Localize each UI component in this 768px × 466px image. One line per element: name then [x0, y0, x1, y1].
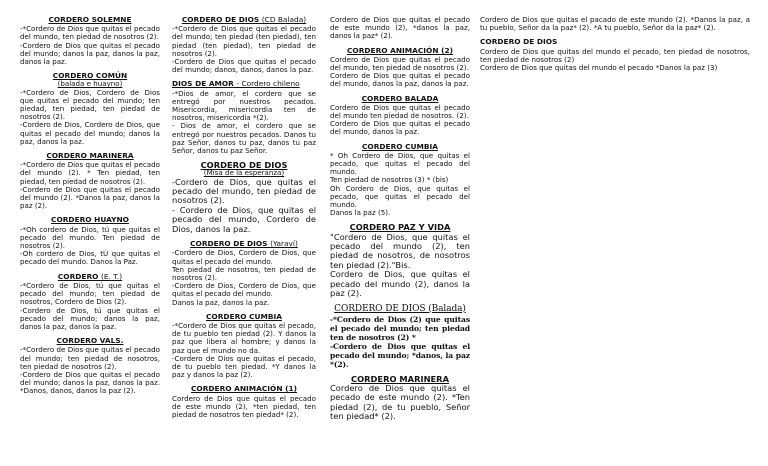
song-title-text: CORDERO HUAYNO	[51, 215, 129, 225]
song-title-text: CORDERO ANIMACIÓN (1)	[191, 384, 297, 394]
song-title	[20, 16, 160, 24]
lyric-paragraph: * Oh Cordero de Dios, que quitas el pecado, que quitas el pecado del mundo.	[330, 150, 470, 177]
song-title-text: CORDERO COMÚN	[52, 71, 128, 81]
song-section	[172, 385, 316, 419]
song-section	[20, 152, 160, 210]
song-title-text: CORDERO DE DIOS	[480, 37, 558, 47]
lyric-paragraph: -*Cordero de Dios que quitas el pecado del mundo, ten piedad de nosotros (2).	[20, 24, 160, 42]
song-section	[172, 313, 316, 380]
lyric-paragraph: -Cordero de Dios, Cordero de Dios, que quitas el pecado del mundo; danos la paz, danos la paz.	[20, 120, 160, 146]
lyric-paragraph: -Cordero de Dios que quitas el pecado del mundo; danos, danos, danos la paz.	[172, 57, 316, 75]
lyric-paragraph: Oh Cordero de Dios, que quitas el pecado, que quitas el pecado del mundo.	[330, 183, 470, 210]
song-title-text: CORDERO CUMBIA	[361, 141, 438, 151]
song-section	[20, 337, 160, 395]
song-title-note: (Yaraví)	[270, 239, 298, 249]
lyric-paragraph: Cordero de Dios, que quitas el pecado del mundo (2), danos la paz (2).	[330, 269, 470, 299]
lyric-paragraph: -Oh cordero de Dios, tÚ que quitas el pecado del mundo. Danos la Paz.	[20, 249, 160, 267]
song-title-text: CORDERO SOLEMNE	[48, 15, 132, 24]
column-1	[20, 16, 160, 402]
lyric-paragraph: Cordero de Dios que quitas el pacado de este mundo (2). *Danos la paz, a tu pueblo, Señor da la paz* (2). *A tu pueblo, Señor da la paz* (2).	[480, 15, 750, 33]
song-section	[480, 38, 750, 72]
lyric-paragraph: -Cordero de Dios, Cordero de Dios, que quitas el pecado del mundo.	[172, 248, 316, 266]
lyric-paragraph: -Cordero de Dios, tú que quitas el pecado del mundo; danos la paz, danos la paz, danos la paz.	[20, 305, 160, 331]
song-title	[330, 305, 470, 314]
song-section	[20, 16, 160, 66]
song-title	[20, 152, 160, 160]
song-title-text: CORDERO VALS.	[56, 336, 124, 346]
lyric-paragraph: - Cordero de Dios, que quitas el pecado del mundo, Cordero de Dios, danos la paz.	[172, 204, 316, 234]
song-title-note: (E. T.)	[101, 271, 123, 281]
lyric-paragraph: -*Cordero de Dios (2) que quitas el pecado del mundo; ten piedad ten de nosotros (2) *	[330, 314, 470, 342]
lyric-paragraph: -Cordero de Dios que quitas el pecado del mundo; *danos, la paz *(2).	[330, 341, 470, 369]
song-title-note: (CD Balada)	[261, 15, 307, 24]
lyric-paragraph: -*Cordero de Dios que quitas el pecado del mundo (2). * Ten piedad, ten piedad, ten piedad de nosotros (2).	[20, 160, 160, 186]
song-title	[172, 313, 316, 321]
song-section	[330, 305, 470, 369]
lyric-paragraph: "Cordero de Dios, que quitas el pecado del mundo (2), ten piedad de nosotros, de nosotros ten piedad (2)."Bis.	[330, 231, 470, 270]
song-title-text: CORDERO CUMBIA	[205, 311, 282, 321]
song-section	[172, 80, 316, 155]
song-section	[330, 375, 470, 422]
lyric-paragraph: Cordero de Dios que quitas del mundo el pecado, ten piedad de nosotros, ten piedad de nosotros (2)	[480, 46, 750, 64]
song-title	[20, 337, 160, 345]
song-title	[172, 16, 316, 24]
song-section	[172, 240, 316, 307]
column-2	[172, 16, 316, 425]
song-title-text: CORDERO DE DIOS	[200, 160, 288, 171]
song-title-text: DIOS DE AMOR	[172, 79, 234, 89]
song-title	[330, 143, 470, 151]
lyric-paragraph: -Cordero de Dios que quitas el pecado del mundo; danos la paz, danos la paz, danos la paz.	[20, 40, 160, 67]
lyric-paragraph: -*Oh cordero de Dios, tú que quitas el pecado del mundo. Ten piedad de nosotros (2).	[20, 224, 160, 251]
lyric-paragraph: -*Cordero de Dios que quitas el pecado del mundo; ten piedad de nosotros, ten piedad de nosotros (2).	[20, 345, 160, 371]
song-title	[172, 385, 316, 393]
column-4	[480, 16, 750, 78]
song-title-text: CORDERO ANIMACIÓN (2)	[347, 45, 453, 55]
song-title-text: CORDERO DE DIOS (Balada)	[334, 303, 466, 314]
lyric-paragraph: -Cordero de Dios que quitas el pecado, de tu pueblo ten piedad. *Y danos la paz y danos la paz (2).	[172, 353, 316, 380]
lyric-paragraph: Cordero de Dios que quitas el pecado del mundo ten piedad de nosotros. (2).	[330, 102, 470, 121]
lyric-paragraph: -Cordero de Dios, que quitas el pecado del mundo, ten piedad de nosotros (2).	[172, 176, 316, 206]
lyric-paragraph: Cordero de Dios que quitas el pecado del mundo, danos la paz, danos la paz.	[330, 71, 470, 89]
song-section	[172, 16, 316, 74]
song-section	[330, 143, 470, 218]
song-section	[330, 16, 470, 41]
song-section	[20, 72, 160, 146]
lyric-paragraph: Cordero de Dios que quitas el pecado de este mundo (2), *ten piedad, ten piedad de nosotros ten piedad* (2).	[172, 393, 316, 419]
song-section	[480, 16, 750, 32]
song-title	[330, 95, 470, 103]
column-3	[330, 16, 470, 427]
lyric-paragraph: -*Cordero de Dios que quitas el pecado, de tu pueblo ten piedad (2). Y danos la paz que libera al hombre; y danos la paz que el mundo no da.	[172, 320, 316, 355]
song-section	[330, 95, 470, 137]
song-title	[20, 216, 160, 224]
lyric-paragraph: Cordero de Dios que quitas el pecado del mundo, danos la paz.	[330, 119, 470, 137]
song-title	[172, 240, 316, 248]
song-section	[330, 47, 470, 89]
song-title-text: CORDERO DE DIOS	[181, 15, 260, 24]
song-subtitle: (balada e huayno)	[57, 79, 123, 89]
lyric-paragraph: -Cordero de Dios que quitas el pecado del mundo; danos la paz, danos la paz. *Danos, danos, danos la paz (2).	[20, 369, 160, 396]
song-title	[330, 223, 470, 231]
song-title-text: CORDERO PAZ Y VIDA	[349, 222, 451, 233]
song-title	[330, 47, 470, 55]
song-title-text: CORDERO MARINERA	[351, 373, 449, 384]
lyric-paragraph: -Cordero de Dios, Cordero de Dios, que quitas el pecado del mundo.	[172, 281, 316, 299]
lyric-paragraph: Ten piedad de nosotros, ten piedad de nosotros (2).	[172, 264, 316, 282]
song-section	[20, 216, 160, 266]
song-section	[330, 223, 470, 298]
song-title-text: CORDERO BALADA	[361, 93, 439, 103]
lyric-paragraph: -*Cordero de Dios que quitas el pecado del mundo; ten piedad (ten piedad), ten piedad (ten piedad), ten piedad de nosotros (2).	[172, 24, 316, 58]
lyric-paragraph: Danos la paz, danos la paz.	[172, 297, 270, 307]
lyric-paragraph: -*Dios de amor, el cordero que se entregó por nuestros pecados. Misericordia, misericordia ten de nosotros, misericordia *(2).	[172, 88, 316, 123]
song-title	[330, 375, 470, 383]
song-section	[172, 161, 316, 234]
song-section	[20, 273, 160, 331]
lyric-paragraph: -*Cordero de Dios, tú que quitas el pecado del mundo; ten piedad de nosotros, Cordero de Dios (2).	[20, 280, 160, 307]
lyric-paragraph: - Dios de amor, el cordero que se entregó por nuestros pecados. Danos tu paz Señor, danos tu paz, danos tu paz Señor, danos tu paz Señor.	[172, 121, 316, 156]
lyric-paragraph: Cordero de Dios que quitas el pecado del mundo, ten piedad de nosotros (2).	[330, 54, 470, 73]
song-title	[20, 273, 160, 281]
song-title	[480, 38, 750, 46]
lyric-paragraph: Ten piedad de nosotros (3) * (bis)	[330, 175, 449, 185]
song-title-text: CORDERO MARINERA	[46, 151, 134, 161]
lyric-paragraph: Cordero de Dios que quitas el pecado de este mundo (2). *Ten piedad (2), de tu pueblo, Señor ten piedad* (2).	[330, 382, 470, 421]
song-title	[172, 80, 316, 88]
song-subtitle: (Misa de la esperanza)	[203, 168, 285, 178]
lyric-paragraph: -*Cordero de Dios, Cordero de Dios que quitas el pecado del mundo; ten piedad, ten piedad, ten piedad de nosotros (2).	[20, 87, 160, 122]
song-title-text: CORDERO	[57, 271, 99, 281]
lyric-paragraph: -Cordero de Dios que quitas el pecado del mundo (2). *Danos la paz, danos la paz (2).	[20, 184, 160, 211]
lyric-paragraph: Danos la paz (5).	[330, 208, 391, 218]
lyric-paragraph: Cordero de Dios que quitas del mundo el pecado *Danos la paz (3)	[480, 63, 718, 73]
song-title-text: CORDERO DE DIOS	[190, 239, 268, 249]
song-title-note: - Cordero chileno	[236, 79, 300, 89]
lyric-paragraph: Cordero de Dios que quitas el pecado de este mundo (2), *danos la paz, danos la paz* (2).	[330, 15, 470, 41]
